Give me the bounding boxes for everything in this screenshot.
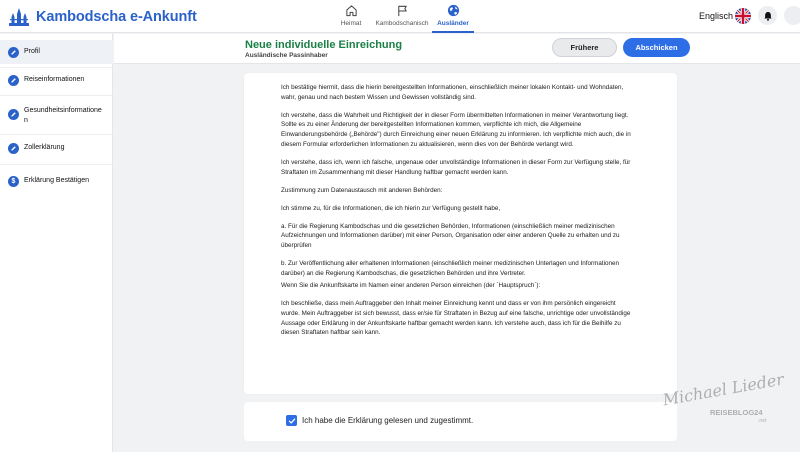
declaration-paragraph: b. Zur Veröffentlichung aller erhaltenen Informationen (einschließlich meiner medizinischen Unterlagen und Informationen darüber) an die Regierung Kambodschas, die gesetzlichen Behörden und ihre Vertreter. [281,259,620,277]
declaration-paragraph: Wenn Sie die Ankunftskarte im Namen einer anderen Person einreichen (der `Hauptspruch`): [281,282,541,290]
declaration-text [281,83,636,346]
flag-icon [396,4,409,17]
checkmark-icon [288,417,296,425]
watermark-signature: Michael Lieder [661,369,786,410]
nav-heimat-label: Heimat [340,20,362,27]
declaration-paragraph: Ich verstehe, dass die Wahrheit und Richtigkeit der in dieser Form übermittelten Informationen in meiner Verantwortung liegt. Sollte es zu einer Änderung der bereitgestellten Informationen kommen, verpflichte ich mich, die Allgemeine Einwanderungsbehörde („Behörde") durch Einreichung einer neuen Erklärung zu informieren. Ich verpflichte mich auch, die in diesem Formular erforderlichen Informationen zu aktualisieren, wenn dies von der Behörde verlangt wird. [281,111,631,148]
pencil-icon [8,109,19,120]
sidebar-item-label: Erklärung Bestätigen [24,177,89,184]
sidebar-item-gesundheitsinformationen[interactable] [0,106,110,126]
uk-flag-icon[interactable] [735,8,751,24]
agreement-checkbox[interactable] [286,415,297,426]
watermark-logo [661,369,792,428]
sidebar-divider [0,164,113,165]
angkor-logo-icon [8,6,30,28]
declaration-paragraph: Ich bestätige hiermit, dass die hierin bereitgestellten Informationen, einschließlich meiner lokalen Kontakt- und Wohndaten, wahr, genau und nach bestem Wissen und Gewissen vollständig sind. [281,84,624,101]
dollar-icon: $ [8,176,19,187]
sidebar-item-label: Zollerklärung [24,144,65,151]
declaration-card [244,73,677,394]
declaration-paragraph: Ich stimme zu, für die Informationen, die ich hierin zur Verfügung gestellt habe, [281,204,501,212]
home-icon [345,4,358,17]
pencil-icon [8,75,19,86]
nav-auslaender-label: Ausländer [437,20,469,27]
sidebar-item-label: Gesundheitsinformationen [24,107,102,124]
declaration-paragraph: Ich verstehe, dass ich, wenn ich falsche, ungenaue oder unvollständige Informationen in dieser Form zur Verfügung stelle, für Straftaten im Zusammenhang mit dieser Handlung haftbar gemacht werden kann. [281,158,631,176]
submit-button[interactable]: Abschicken [623,38,690,57]
app-title: Kambodscha e-Ankunft [36,9,197,25]
sidebar-item-label: Profil [24,48,40,55]
page-subtitle: Ausländische Passinhaber [245,52,328,59]
declaration-paragraph: a. Für die Regierung Kambodschas und die gesetzlichen Behörden, Informationen (einschließlich meiner medizinischen Aufzeichnungen und Informationen darüber) mit einer Person, Organisation oder einer anderen Quelle zu erhalten und zu überprüfen [281,222,620,249]
page-title: Neue individuelle Einreichung [245,39,403,51]
sidebar-divider [0,95,113,96]
page-header [114,34,800,64]
notification-bell-icon[interactable] [758,6,777,25]
user-avatar[interactable] [784,6,800,25]
pencil-icon [8,47,19,58]
watermark-suffix: .net [758,418,767,424]
globe-icon [447,4,460,17]
top-bar [0,0,800,33]
sidebar-item-label: Reiseinformationen [24,76,85,83]
language-selector[interactable]: Englisch [699,11,734,21]
declaration-paragraph: Zustimmung zum Datenaustausch mit anderen Behörden: [281,186,443,194]
agreement-label[interactable]: Ich habe die Erklärung gelesen und zugestimmt. [302,416,474,425]
sidebar-item-reiseinformationen[interactable] [0,75,113,85]
nav-kambodschanisch[interactable] [372,0,432,33]
sidebar-divider [0,134,113,135]
agreement-card [244,402,677,441]
sidebar-item-zollerklaerung[interactable] [0,143,113,153]
sidebar-divider [0,67,113,68]
sidebar-item-erklaerung-bestaetigen[interactable] [0,176,113,186]
watermark-brand: REISEBLOG24 [710,408,763,417]
pencil-icon [8,143,19,154]
brand[interactable] [8,6,197,28]
nav-auslaender[interactable] [432,0,474,33]
declaration-paragraph: Ich beschließe, dass mein Auftraggeber den Inhalt meiner Einreichung kennt und dass er von ihm persönlich eingereicht wurde. Mein Auftraggeber ist sich bewusst, dass er/sie für Straftaten in Bezug auf eine falsche, unrichtige oder unvollständige Aussage oder Erklärung in der Ankunftskarte haftbar gemacht werden kann. Ich verstehe auch, dass ich für die Beihilfe zu diesen Straftaten haftbar sein kann. [281,300,631,337]
previous-button[interactable]: Frühere [552,38,617,57]
nav-kambodschanisch-label: Kambodschanisch [375,20,429,27]
sidebar [0,34,113,452]
sidebar-item-profil[interactable] [0,40,113,64]
main-nav [330,0,474,33]
nav-heimat[interactable] [330,0,372,33]
